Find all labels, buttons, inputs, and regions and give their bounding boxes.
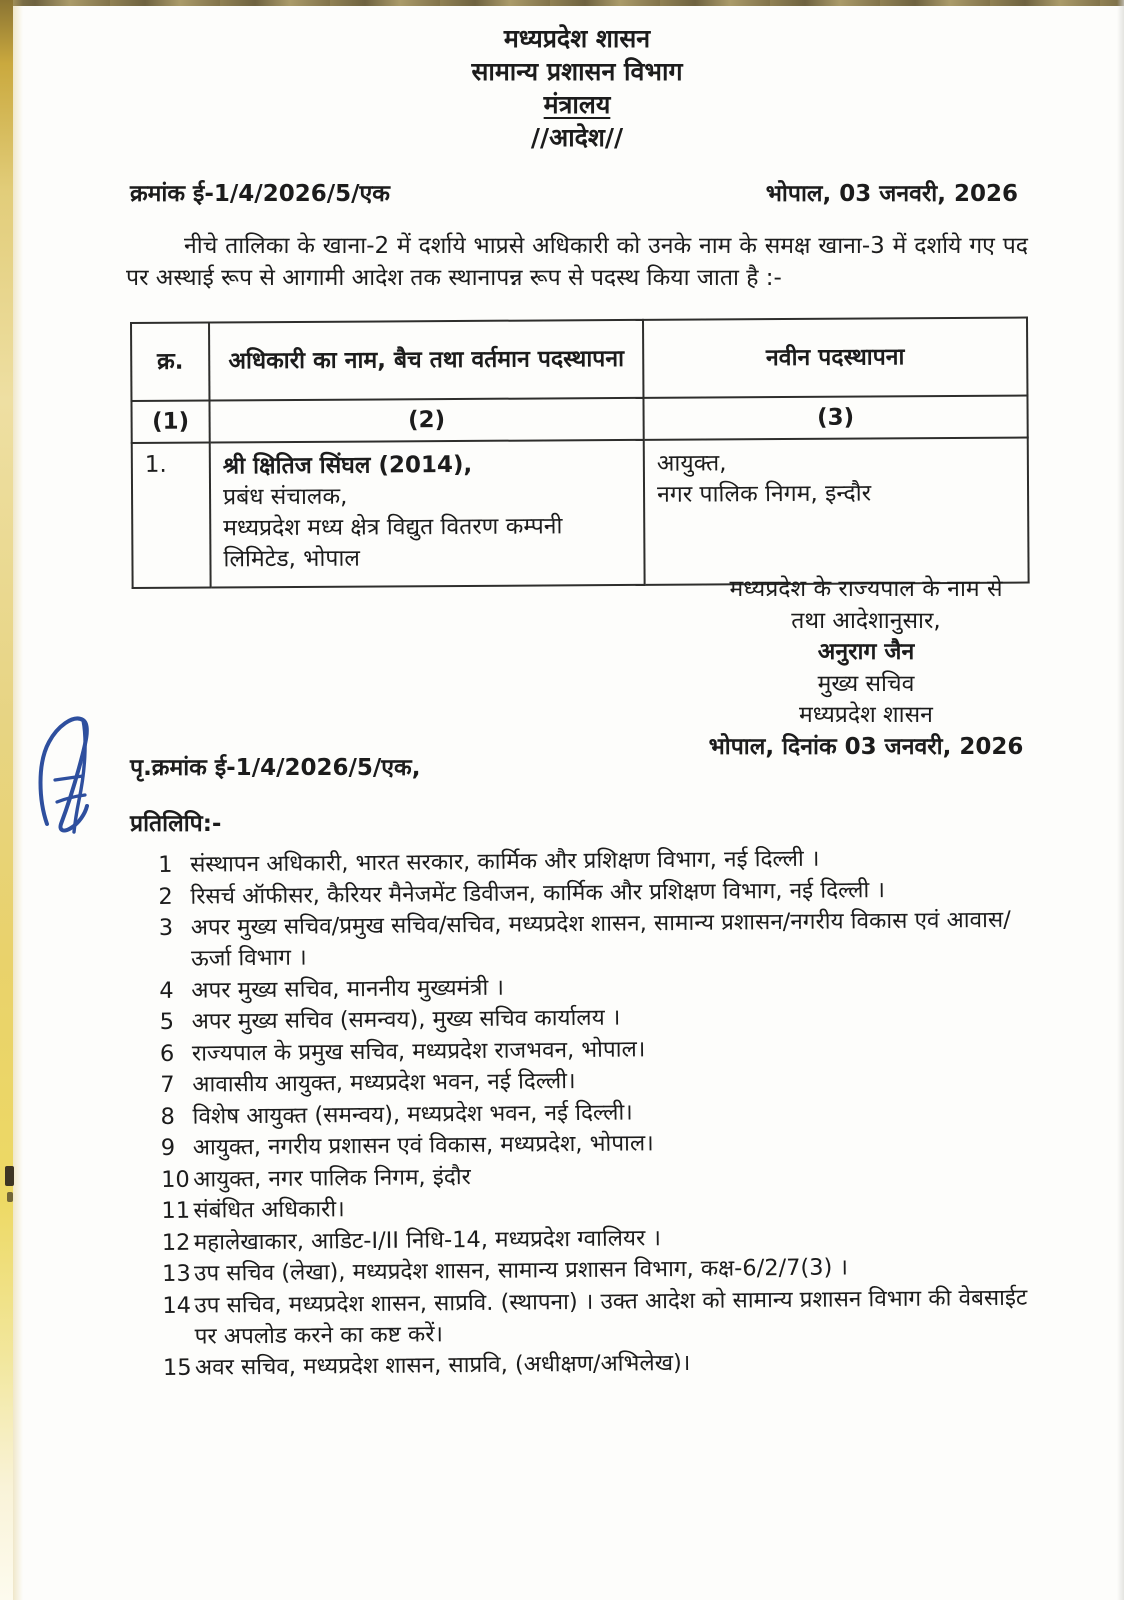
copy-to-label: प्रतिलिपि:- [130,811,222,837]
item-text: रिसर्च ऑफीसर, कैरियर मैनेजमेंट डिवीजन, कार्मिक और प्रशिक्षण विभाग, नई दिल्ली । [190,876,886,910]
item-number: 3 [158,914,174,941]
signatory-designation: मुख्य सचिव [817,670,915,697]
item-number: 2 [158,883,173,910]
meta-row [130,176,1018,208]
body-paragraph: नीचे तालिका के खाना-2 में दर्शाये भाप्रसे अधिकारी को उनके नाम के समक्ष खाना-3 में दर्शाये गए पद पर अस्थाई रूप से आगामी आदेश तक स्थानापन्न रूप से पदस्थ किया जाता है :- [126,233,1028,291]
item-number: 15 [162,1354,192,1381]
handwritten-initials-icon [33,706,105,851]
header-govt: मध्यप्रदेश शासन [503,24,651,53]
item-number: 13 [161,1260,191,1287]
posting-table [130,317,1030,589]
cell-sn: 1. [132,443,211,588]
cell-new-posting [644,438,1029,585]
table-row [132,438,1029,588]
item-text: अपर मुख्य सचिव/प्रमुख सचिव/सचिव, मध्यप्रदेश शासन, सामान्य प्रशासन/नगरीय विकास एवं आवास/ऊर्जा विभाग । [190,906,1011,972]
item-number: 6 [159,1040,175,1067]
item-text: संस्थापन अधिकारी, भारत सरकार, कार्मिक और प्रशिक्षण विभाग, नई दिल्ली । [190,845,820,878]
order-number: क्रमांक ई-1/4/2026/5/एक [130,181,390,207]
col-header-new-posting: नवीन पदस्थापना [643,318,1027,398]
header-order-title: //आदेश// [530,123,624,152]
item-text: अपर मुख्य सचिव (समन्वय), मुख्य सचिव कार्यालय । [191,1004,621,1035]
officer-company: मध्यप्रदेश मध्य क्षेत्र विद्युत वितरण कम्पनी [223,513,563,542]
scan-edge-left [0,0,13,1600]
sign-place-date: भोपाल, दिनांक 03 जनवरी, 2026 [708,733,1024,760]
col-header-sn: क्र. [131,323,209,401]
table-header-row [131,318,1027,401]
officer-name: श्री क्षितिज सिंघल (2014), [222,451,473,480]
sign-line-1: मध्यप्रदेश के राज्यपाल के नाम से [729,576,1003,602]
endorsement-ref-number: पृ.क्रमांक ई-1/4/2026/5/एक, [130,755,421,781]
subheader-1: (1) [131,401,209,443]
signatory-org: मध्यप्रदेश शासन [799,702,933,728]
item-text: आवासीय आयुक्त, मध्यप्रदेश भवन, नई दिल्ली। [192,1068,576,1098]
item-number: 9 [160,1134,176,1161]
sign-line-2: तथा आदेशानुसार, [791,607,941,634]
scan-edge-right [1117,0,1124,1600]
officer-company-2: लिमिटेड, भोपाल [223,545,361,573]
scan-edge-top [0,0,1124,6]
scan-edge-left-fade [13,0,23,1600]
scan-speck [5,1166,14,1186]
copy-list-item [159,904,1048,975]
item-number: 10 [161,1166,190,1193]
sign-off-block [700,574,1032,763]
scan-speck [7,1192,13,1202]
item-number: 1 [158,851,173,878]
item-text: अवर सचिव, मध्यप्रदेश शासन, साप्रवि, (अधीक्षण/अभिलेख)। [194,1349,691,1381]
item-number: 7 [160,1071,175,1098]
header-department: सामान्य प्रशासन विभाग [471,57,683,86]
item-number: 8 [160,1103,176,1130]
item-text: संबंधित अधिकारी। [193,1196,345,1224]
item-text: आयुक्त, नगर पालिक निगम, इंदौर [193,1163,471,1193]
item-text: उप सचिव, मध्यप्रदेश शासन, साप्रवि. (स्थापना) । उक्त आदेश को सामान्य प्रशासन विभाग की वेबसाईट पर अपलोड करने का कष्ट करें। [194,1284,1028,1350]
table-subheader-row [131,396,1027,443]
item-text: विशेष आयुक्त (समन्वय), मध्यप्रदेश भवन, नई दिल्ली। [192,1098,633,1130]
item-text: अपर मुख्य सचिव, माननीय मुख्यमंत्री । [191,974,505,1004]
item-number: 5 [159,1008,175,1035]
cell-officer [210,440,645,588]
item-number: 12 [161,1229,191,1256]
item-number: 4 [159,977,174,1004]
item-number: 14 [162,1292,192,1319]
place-date: भोपाल, 03 जनवरी, 2026 [765,181,1018,207]
document-header [30,22,1124,154]
officer-designation: प्रबंध संचालक, [222,483,348,511]
item-number: 11 [161,1197,191,1224]
copy-to-list [158,841,1051,1384]
signatory-name: अनुराग जैन [817,639,915,665]
item-text: उप सचिव (लेखा), मध्यप्रदेश शासन, सामान्य प्रशासन विभाग, कक्ष-6/2/7(3) । [193,1254,849,1287]
header-ministry: मंत्रालय [543,90,611,119]
subheader-2: (2) [209,398,643,443]
new-posting-org: नगर पालिक निगम, इन्दौर [656,480,872,508]
col-header-officer: अधिकारी का नाम, बैच तथा वर्तमान पदस्थापना [209,320,643,401]
copy-list-item [162,1282,1051,1353]
subheader-3: (3) [643,396,1027,440]
new-posting-title: आयुक्त, [656,450,727,477]
item-text: राज्यपाल के प्रमुख सचिव, मध्यप्रदेश राजभवन, भोपाल। [191,1035,646,1067]
item-text: महालेखाकार, आडिट-I/II निधि-14, मध्यप्रदेश ग्वालियर । [193,1224,662,1256]
item-text: आयुक्त, नगरीय प्रशासन एवं विकास, मध्यप्रदेश, भोपाल। [192,1130,654,1161]
